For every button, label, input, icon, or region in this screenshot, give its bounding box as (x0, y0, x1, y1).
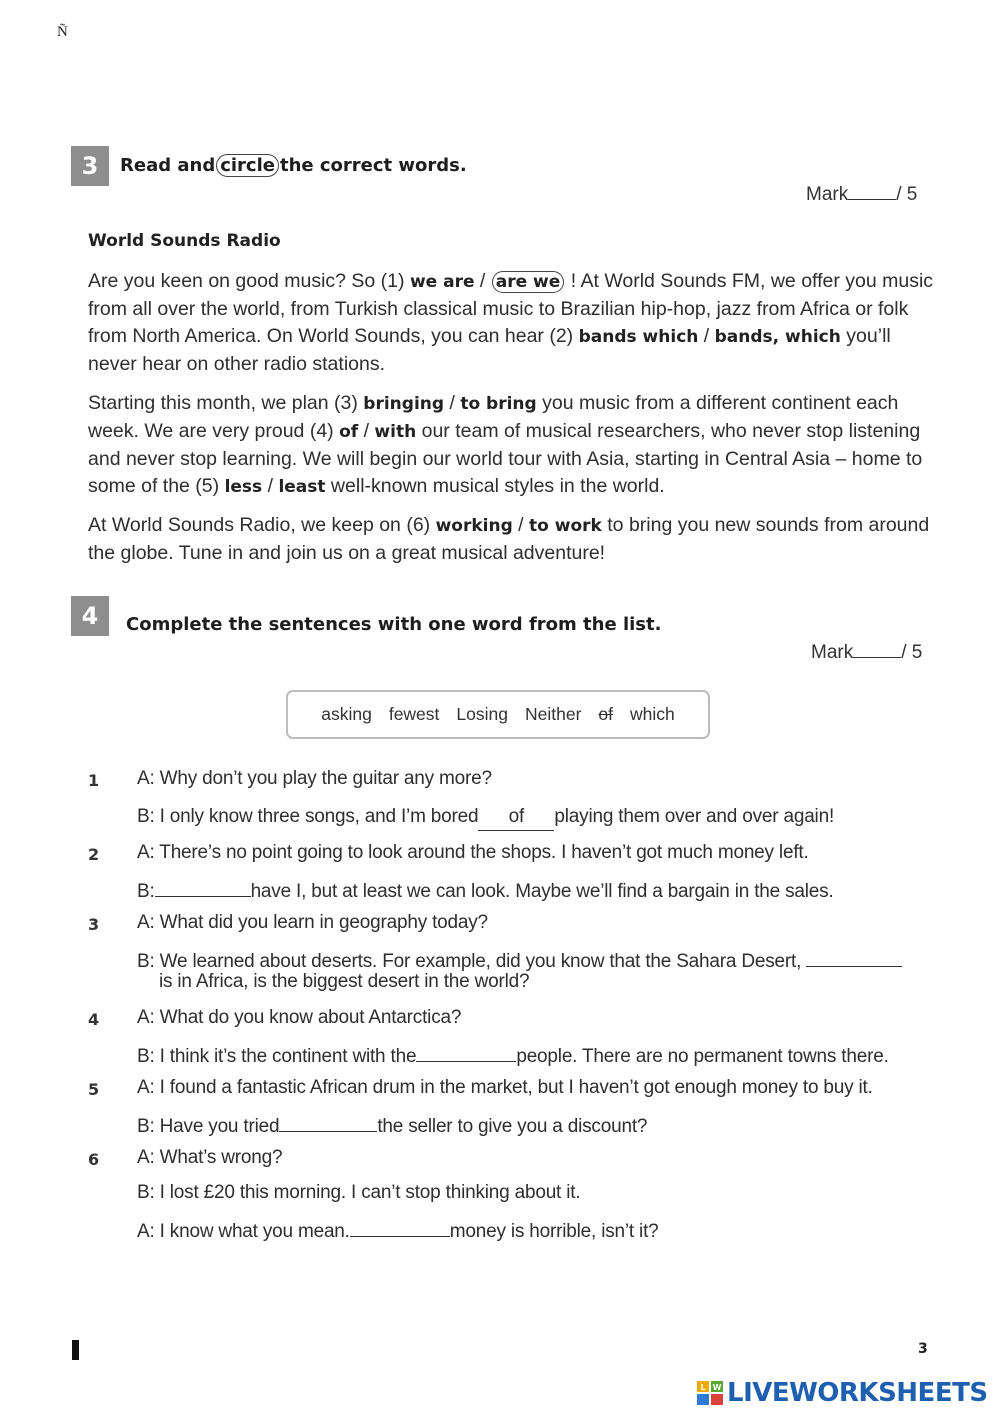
instruction-circled-word: circle (216, 154, 279, 177)
mark-total: / 5 (901, 642, 923, 663)
separator: / (474, 270, 491, 292)
option-2a[interactable]: bands which (578, 327, 699, 347)
mark-blank[interactable] (848, 181, 896, 200)
separator: / (358, 420, 375, 442)
item-2-line-a: A: There’s no point going to look around the shops. I haven’t got much money left. (137, 842, 809, 863)
answer-blank-3[interactable] (806, 947, 902, 967)
exercise-4-mark (811, 639, 922, 664)
separator: / (698, 325, 715, 347)
item-number-3: 3 (88, 915, 100, 934)
logo-icon-letter-w: W (712, 1383, 722, 1392)
option-6b[interactable]: to work (529, 516, 602, 536)
text: to bring you new sounds from around the globe. Tune in and join us on a great musical adventure! (88, 514, 930, 564)
word-fewest: fewest (388, 704, 440, 724)
text: Are you keen on good music? So (1) (88, 270, 410, 292)
option-3a[interactable]: bringing (363, 394, 445, 414)
exercise-3-mark (806, 181, 917, 206)
paragraph-2 (88, 390, 938, 501)
word-list-box (286, 690, 710, 739)
option-2b[interactable]: bands, which (714, 327, 841, 347)
corner-mark: Ñ (57, 24, 68, 40)
logo-icon (697, 1381, 723, 1405)
answer-blank-4[interactable] (416, 1042, 516, 1062)
text: the seller to give you a discount? (377, 1116, 648, 1137)
separator: / (444, 392, 461, 414)
logo-text: LIVEWORKSHEETS (727, 1378, 988, 1408)
text: you’ll never hear on other radio stations. (88, 325, 891, 375)
item-number-2: 2 (88, 845, 100, 864)
exercise-3-number: 3 (71, 146, 109, 186)
item-3-line-a: A: What did you learn in geography today? (137, 912, 488, 933)
text: B: (137, 881, 155, 902)
mark-blank[interactable] (853, 639, 901, 658)
word-which: which (630, 704, 675, 724)
word-neither: Neither (524, 704, 582, 724)
item-number-5: 5 (88, 1080, 100, 1099)
text: At World Sounds Radio, we keep on (6) (88, 514, 436, 536)
text-title: World Sounds Radio (88, 231, 281, 251)
text: B: Have you tried (137, 1116, 280, 1137)
text: our team of musical researchers, who never stop listening and never stop learning. We will begin our world tour with Asia, starting in Central Asia – home to some of the (5) (88, 420, 923, 497)
option-6a[interactable]: working (435, 516, 513, 536)
instruction-text-before: Read and (120, 155, 216, 176)
page-number: 3 (918, 1341, 928, 1357)
item-6-line-a: A: What’s wrong? (137, 1147, 283, 1168)
option-5a[interactable]: less (224, 477, 263, 497)
answer-blank-1[interactable]: of (478, 811, 554, 831)
item-6-line-b: B: I lost £20 this morning. I can’t stop thinking about it. (137, 1182, 581, 1203)
liveworksheets-logo (697, 1378, 988, 1408)
text: Starting this month, we plan (3) (88, 392, 364, 414)
text: playing them over and over again! (554, 806, 835, 827)
item-number-6: 6 (88, 1150, 100, 1169)
exercise-4-number: 4 (71, 596, 109, 636)
paragraph-3 (88, 512, 938, 567)
mark-label: Mark (806, 184, 849, 205)
item-4-line-b (137, 1042, 889, 1068)
text: people. There are no permanent towns there. (516, 1046, 889, 1067)
separator: / (512, 514, 530, 536)
option-4b[interactable]: with (374, 422, 417, 442)
separator: / (262, 475, 279, 497)
paragraph-1 (88, 268, 938, 378)
answer-blank-2[interactable] (155, 877, 251, 897)
logo-icon-letter-l: L (700, 1383, 706, 1392)
text: B: I only know three songs, and I’m bored (137, 806, 479, 827)
item-1-line-a: A: Why don’t you play the guitar any more? (137, 768, 492, 789)
item-5-line-a: A: I found a fantastic African drum in the market, but I haven’t got enough money to buy it. (137, 1077, 873, 1098)
text: you music from a different continent each week. We are very proud (4) (88, 392, 899, 442)
text: ! At World Sounds FM, we offer you music from all over the world, from Turkish classical music to Brazilian hip-hop, jazz from Africa or folk from North America. On World Sounds, you can hear (2) (88, 270, 934, 347)
exercise-3-instruction (120, 155, 467, 176)
item-number-1: 1 (88, 771, 100, 790)
text: A: I know what you mean. (137, 1221, 350, 1242)
text: B: We learned about deserts. For example, did you know that the Sahara Desert, (137, 951, 802, 972)
item-3-line-b-cont: is in Africa, is the biggest desert in the world? (159, 971, 530, 992)
text: money is horrible, isn’t it? (449, 1221, 659, 1242)
option-1b-circled[interactable]: are we (492, 271, 565, 293)
text: well-known musical styles in the world. (325, 475, 665, 497)
item-6-line-c (137, 1217, 659, 1243)
option-3b[interactable]: to bring (460, 394, 537, 414)
option-5b[interactable]: least (278, 477, 326, 497)
item-5-line-b (137, 1112, 647, 1138)
option-1a[interactable]: we are (409, 272, 475, 292)
option-4a[interactable]: of (339, 422, 359, 442)
exercise-4-instruction: Complete the sentences with one word from the list. (126, 614, 662, 635)
item-1-line-b (137, 806, 834, 831)
item-number-4: 4 (88, 1010, 100, 1029)
item-4-line-a: A: What do you know about Antarctica? (137, 1007, 462, 1028)
mark-label: Mark (811, 642, 854, 663)
answer-blank-5[interactable] (279, 1112, 377, 1132)
text: have I, but at least we can look. Maybe we’ll find a bargain in the sales. (250, 881, 834, 902)
instruction-text-after: the correct words. (279, 155, 467, 176)
text: B: I think it’s the continent with the (137, 1046, 417, 1067)
item-2-line-b (137, 877, 834, 903)
mark-total: / 5 (896, 184, 918, 205)
item-3-line-b (137, 947, 902, 973)
answer-blank-6[interactable] (350, 1217, 450, 1237)
word-of-crossed: of (598, 704, 614, 724)
page-edge-bar (72, 1340, 79, 1360)
word-losing: Losing (456, 704, 508, 724)
word-asking: asking (321, 704, 372, 724)
